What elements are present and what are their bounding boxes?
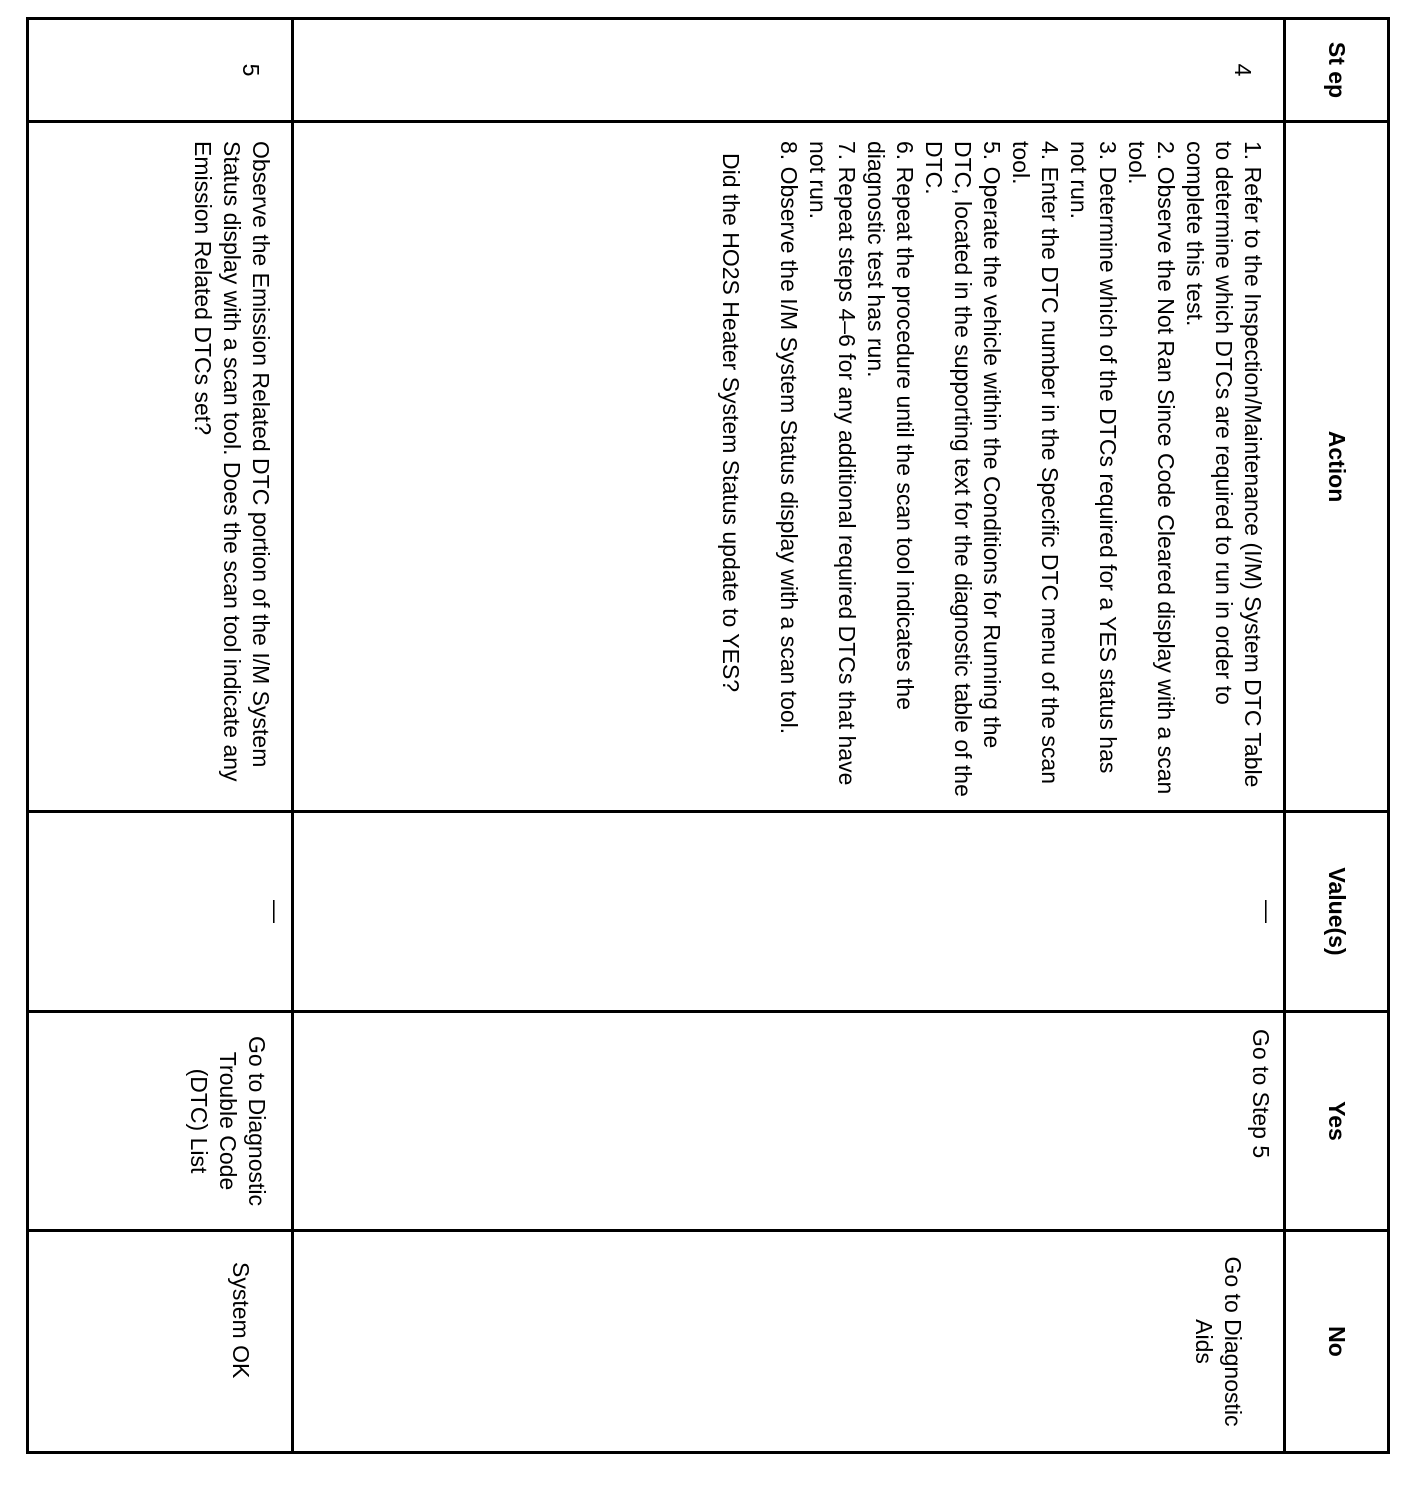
no-action: Go to Diagnostic Aids [1190, 1256, 1246, 1427]
list-item: 1. Refer to the Inspection/Maintenance (I/M) System DTC Table to determine which DTCs are required to run in order to complete this test. [1181, 141, 1266, 788]
diagnostic-table [26, 17, 1390, 1454]
list-item: 8. Observe the I/M System Status display with a scan tool. [775, 141, 802, 735]
action-cell [292, 122, 1284, 812]
no-cell [292, 1231, 1284, 1453]
list-item: 2. Observe the Not Ran Since Code Cleared display with a scan tool. [1123, 141, 1179, 795]
yes-cell [28, 1012, 293, 1231]
action-cell [28, 122, 293, 812]
header-step: St ep [1284, 19, 1388, 122]
header-action: Action [1284, 122, 1388, 812]
step-number: 5 [28, 19, 293, 122]
header-row [1284, 19, 1388, 1453]
rotated-page [26, 17, 1390, 1451]
yes-action: Go to Diagnostic Trouble Code (DTC) List [185, 1035, 270, 1207]
yes-cell [292, 1012, 1284, 1231]
value-cell: — [292, 812, 1284, 1012]
list-item: 5. Operate the vehicle within the Conditions for Running the DTC, located in the supporting text for the diagnostic table of the DTC. [920, 141, 1005, 797]
header-yes: Yes [1284, 1012, 1388, 1231]
list-item: 3. Determine which of the DTCs required for a YES status has not run. [1065, 141, 1121, 774]
step-question: Observe the Emission Related DTC portion of the I/M System Status display with a scan tool. Does the scan tool indicate any Emission Related DTCs set? [189, 141, 274, 782]
value-cell: — [28, 812, 293, 1012]
no-action: System OK [227, 1262, 254, 1379]
list-item: 6. Repeat the procedure until the scan tool indicates the diagnostic test has run. [862, 141, 918, 710]
yes-action: Go to Step 5 [1247, 1029, 1274, 1159]
no-cell [28, 1231, 293, 1453]
step-question: Did the HO2S Heater System Status update to YES? [717, 153, 744, 693]
list-item: 4. Enter the DTC number in the Specific DTC menu of the scan tool. [1007, 141, 1063, 785]
step-number: 4 [292, 19, 1284, 122]
table-row [292, 19, 1284, 1453]
action-steps-list [774, 141, 1267, 802]
table-row [28, 19, 293, 1453]
list-item: 7. Repeat steps 4–6 for any additional required DTCs that have not run. [804, 141, 860, 786]
header-no: No [1284, 1231, 1388, 1453]
header-values: Value(s) [1284, 812, 1388, 1012]
